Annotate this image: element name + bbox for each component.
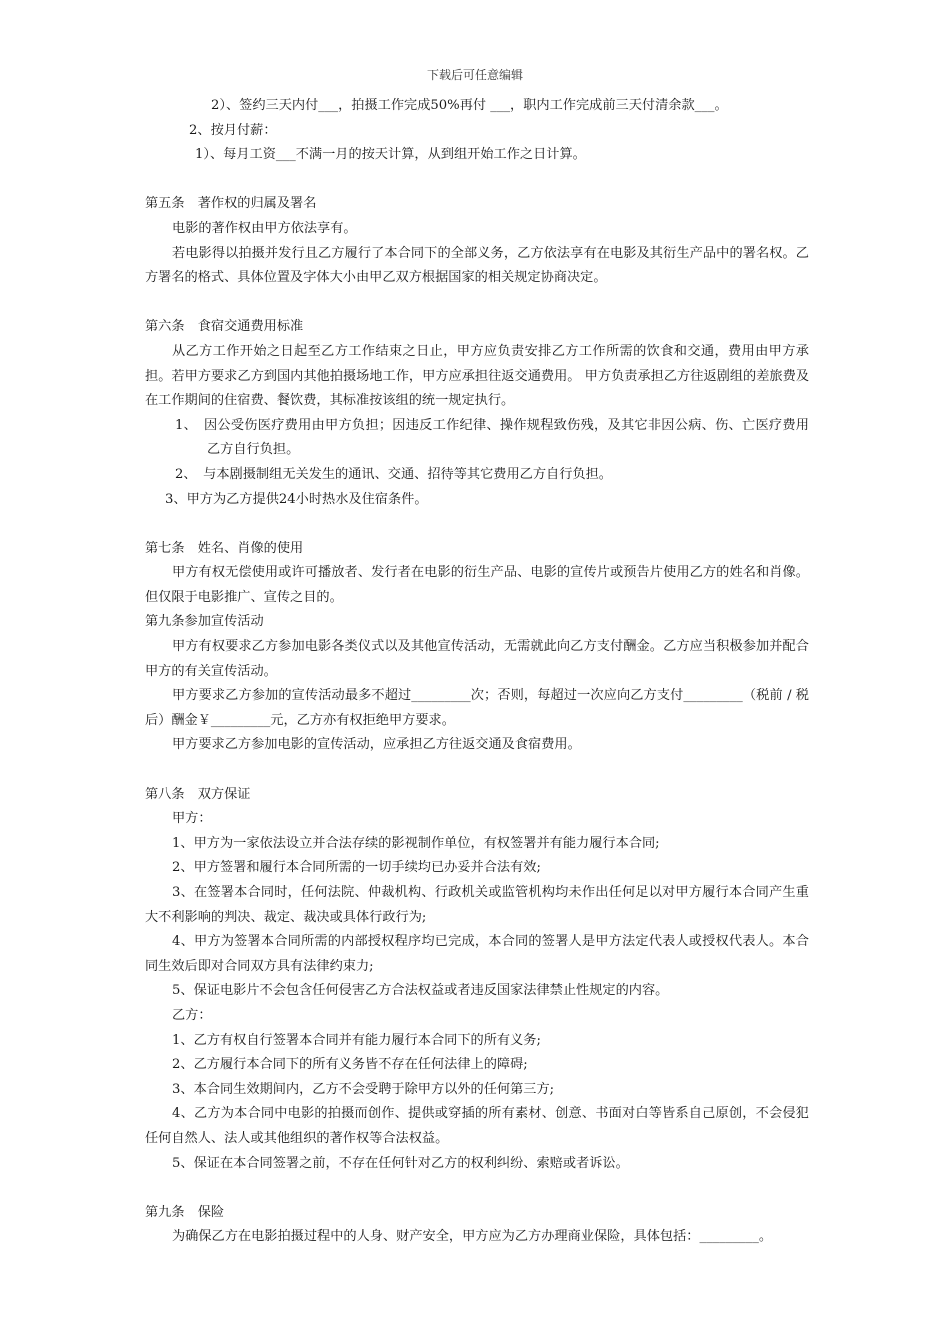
article-5-para-1: 电影的著作权由甲方依法享有。: [172, 220, 357, 236]
article-5-para-2: 若电影得以拍摄并发行且乙方履行了本合同下的全部义务，乙方依法享有在电影及其衍生产品中的署名权。乙方署名的格式、具体位置及字体大小由甲乙双方根据国家的相关规定协商决定。: [145, 245, 809, 286]
article-8-party-a-2: 2、甲方签署和履行本合同所需的一切手续均已办妥并合法有效;: [172, 860, 541, 876]
contract-body: [145, 94, 809, 1250]
article-8-party-b-2: 2、乙方履行本合同下的所有义务皆不存在任何法律上的障碍;: [172, 1057, 528, 1073]
article-9-para-1: 为确保乙方在电影拍摄过程中的人身、财产安全，甲方应为乙方办理商业保险，具体包括：_________。: [172, 1229, 773, 1245]
article-8-party-a-label: 甲方：: [172, 811, 212, 827]
article-8-party-a-5: 5、保证电影片不会包含任何侵害乙方合法权益或者违反国家法律禁止性规定的内容。: [172, 983, 669, 999]
article-8-party-a-1: 1、甲方为一家依法设立并合法存续的影视制作单位，有权签署并有能力履行本合同;: [172, 835, 660, 851]
article-9a-title: 第九条参加宣传活动: [145, 614, 264, 630]
article-8-party-b-4: 4、乙方为本合同中电影的拍摄而创作、提供或穿插的所有素材、创意、书面对白等皆系自己原创，不会侵犯任何自然人、法人或其他组织的著作权等合法权益。: [145, 1106, 809, 1146]
article-8-party-b-1: 1、乙方有权自行签署本合同并有能力履行本合同下的所有义务;: [172, 1032, 541, 1048]
article-8-party-b-label: 乙方：: [172, 1007, 212, 1023]
article-8-party-a-4: 4、甲方为签署本合同所需的内部授权程序均已完成，本合同的签署人是甲方法定代表人或授权代表人。本合同生效后即对合同双方具有法律约束力;: [145, 934, 809, 974]
article-8-title: 第八条 双方保证: [145, 786, 251, 802]
article-7-para-1: 甲方有权无偿使用或许可播放者、发行者在电影的衍生产品、电影的宣传片或预告片使用乙方的姓名和肖像。但仅限于电影推广、宣传之目的。: [145, 565, 809, 605]
page-header: 下载后可任意编辑: [426, 68, 523, 82]
article-8-party-a-3: 3、在签署本合同时，任何法院、仲裁机构、行政机关或监管机构均未作出任何足以对甲方履行本合同产生重大不利影响的判决、裁定、裁决或具体行政行为;: [145, 885, 809, 925]
article-5-title: 第五条 著作权的归属及署名: [145, 196, 317, 212]
article-7-title: 第七条 姓名、肖像的使用: [145, 540, 304, 556]
article-6-item-2: 2、 与本剧摄制组无关发生的通讯、交通、招待等其它费用乙方自行负担。: [175, 466, 612, 482]
article-8-party-b-5: 5、保证在本合同签署之前，不存在任何针对乙方的权利纠纷、索赔或者诉讼。: [172, 1155, 629, 1171]
article-8-party-b-3: 3、本合同生效期间内，乙方不会受聘于除甲方以外的任何第三方;: [172, 1081, 555, 1097]
article-9a-para-3: 甲方要求乙方参加电影的宣传活动，应承担乙方往返交通及食宿费用。: [172, 737, 581, 753]
article-9a-para-2: 甲方要求乙方参加的宣传活动最多不超过_________次；否则，每超过一次应向乙方支付_________（税前 / 税后）酬金￥_________元，乙方亦有权拒绝甲方要求。: [145, 688, 809, 728]
article-6-para-1: 从乙方工作开始之日起至乙方工作结束之日止，甲方应负责安排乙方工作所需的饮食和交通，费用由甲方承担。若甲方要求乙方到国内其他拍摄场地工作，甲方应承担往返交通费用。 甲方负责承担乙方往返剧组的差旅费及在工作期间的住宿费、餐饮费，其标准按该组的统一规定执行。: [145, 343, 809, 409]
article-6-item-3: 3、甲方为乙方提供24小时热水及住宿条件。: [165, 491, 428, 507]
article-6-title: 第六条 食宿交通费用标准: [145, 319, 304, 335]
payment-clause-2-1: 2）、签约三天内付___，拍摄工作完成50%再付 ___，职内工作完成前三天付清余款___。: [211, 98, 728, 113]
article-9a-para-1: 甲方有权要求乙方参加电影各类仪式以及其他宣传活动，无需就此向乙方支付酬金。乙方应当积极参加并配合甲方的有关宣传活动。: [145, 639, 809, 679]
article-9-title: 第九条 保险: [145, 1204, 225, 1220]
payment-clause-2: 2、按月付薪：: [189, 122, 277, 138]
payment-clause-2-1b: 1）、每月工资___不满一月的按天计算，从到组开始工作之日计算。: [195, 147, 586, 163]
article-6-item-1: 1、 因公受伤医疗费用由甲方负担；因违反工作纪律、操作规程致伤残，及其它非因公病、伤、亡医疗费用乙方自行负担。: [175, 417, 809, 458]
